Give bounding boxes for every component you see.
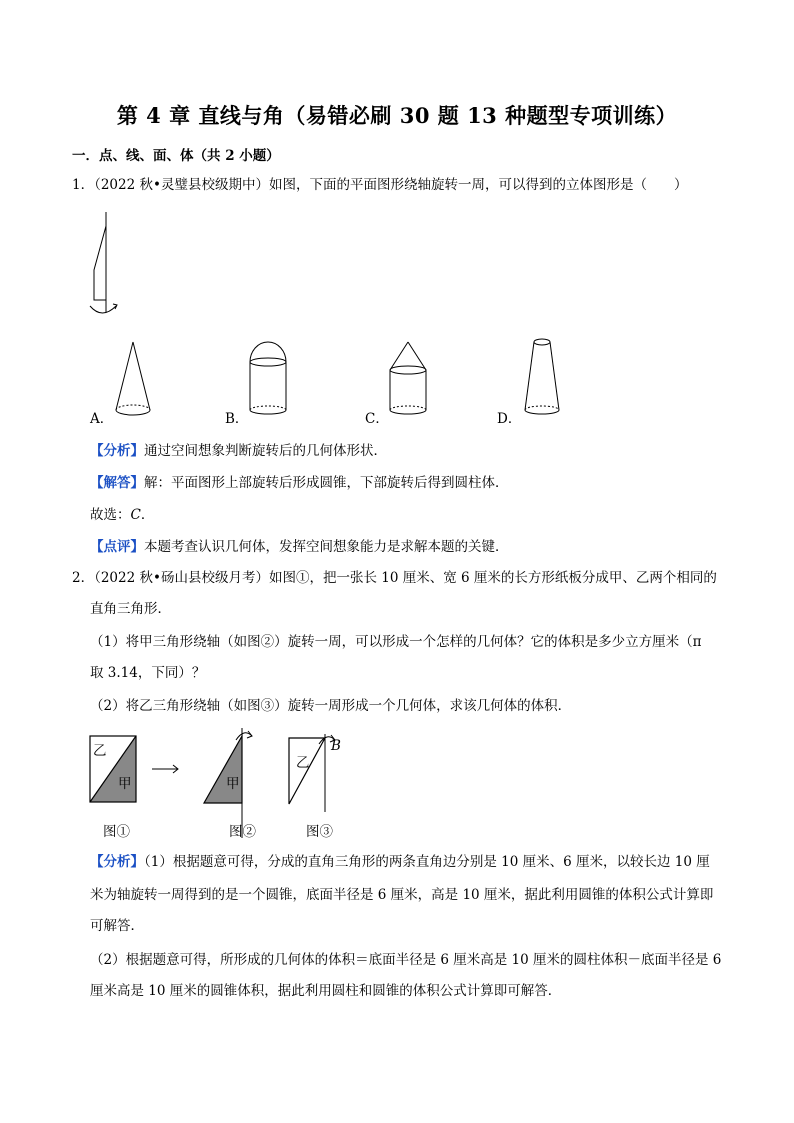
right-arrow-icon — [151, 764, 181, 774]
q2-analysis2-line1: （2）根据题意可得，所形成的几何体的体积＝底面半径是 6 厘米高是 10 厘米的圆柱体积－底面半径是 6 — [90, 952, 722, 968]
q2-analysis-line1: 【分析】（1）根据题意可得，分成的直角三角形的两条直角边分别是 10 厘米、6 厘米，以较长边 10 厘 — [90, 854, 710, 870]
triangle-yi — [289, 738, 325, 804]
label-jia: 甲 — [118, 776, 132, 792]
figure-2-caption: 图② — [229, 824, 256, 840]
section-heading: 一．点、线、面、体（共 2 小题） — [72, 148, 280, 164]
page-title: 第 4 章 直线与角（易错必刷 30 题 13 种题型专项训练） — [116, 103, 678, 128]
option-a-label: A． — [90, 411, 114, 427]
comment-tag: 【点评】 — [90, 539, 144, 555]
option-b-cylinder-hemisphere — [244, 336, 294, 422]
q2-analysis2-line2: 厘米高是 10 厘米的圆锥体积，据此利用圆柱和圆锥的体积公式计算即可解答． — [90, 983, 562, 999]
q2-analysis-line2: 米为轴旋转一周得到的是一个圆锥，底面半径是 6 厘米，高是 10 厘米，据此利用圆锥的体积公式计算即 — [90, 887, 714, 903]
option-a-cone — [110, 338, 160, 422]
label-jia-fig2: 甲 — [226, 776, 240, 792]
q1-comment: 【点评】本题考查认识几何体，发挥空间想象能力是求解本题的关键． — [90, 539, 509, 555]
label-yi: 乙 — [93, 743, 107, 759]
q1-analysis: 【分析】通过空间想象判断旋转后的几何体形状． — [90, 443, 387, 459]
label-yi-fig3: 乙 — [296, 755, 310, 771]
q2-analysis-line3: 可解答． — [90, 918, 144, 934]
q2-stem-line2: 直角三角形． — [90, 601, 171, 617]
q2-part1-line2: 取 3.14，下同）？ — [90, 665, 206, 681]
analysis-tag: 【分析】 — [90, 443, 144, 459]
option-c-label: C． — [365, 411, 389, 427]
figure-3-caption: 图③ — [306, 824, 333, 840]
option-d-frustum — [520, 336, 570, 422]
rotation-arrow — [90, 306, 116, 313]
q2-part1-line1: （1）将甲三角形绕轴（如图②）旋转一周，可以形成一个怎样的几何体？它的体积是多少立方厘米（π — [90, 634, 702, 650]
q1-choice: 故选：C． — [90, 507, 155, 523]
q2-stem-line1: 2．（2022 秋•砀山县校级月考）如图①，把一张长 10 厘米、宽 6 厘米的长方形纸板分成甲、乙两个相同的 — [72, 570, 717, 586]
q1-plane-figure — [80, 208, 130, 318]
plane-shape — [94, 226, 106, 300]
q1-stem: 1．（2022 秋•灵璧县校级期中）如图，下面的平面图形绕轴旋转一周，可以得到的立体图形是（ ） — [72, 177, 688, 193]
answer-tag: 【解答】 — [90, 475, 144, 491]
option-c-cone-cylinder — [386, 338, 436, 422]
figure-1-caption: 图① — [103, 824, 130, 840]
q1-answer: 【解答】解：平面图形上部旋转后形成圆锥，下部旋转后得到圆柱体． — [90, 475, 509, 491]
triangle-jia-rotating — [204, 736, 242, 803]
option-b-label: B． — [225, 411, 249, 427]
analysis-tag: 【分析】 — [90, 854, 144, 870]
label-b: B — [331, 738, 341, 754]
option-d-label: D． — [497, 411, 522, 427]
q2-part2: （2）将乙三角形绕轴（如图③）旋转一周形成一个几何体，求该几何体的体积． — [90, 698, 572, 714]
